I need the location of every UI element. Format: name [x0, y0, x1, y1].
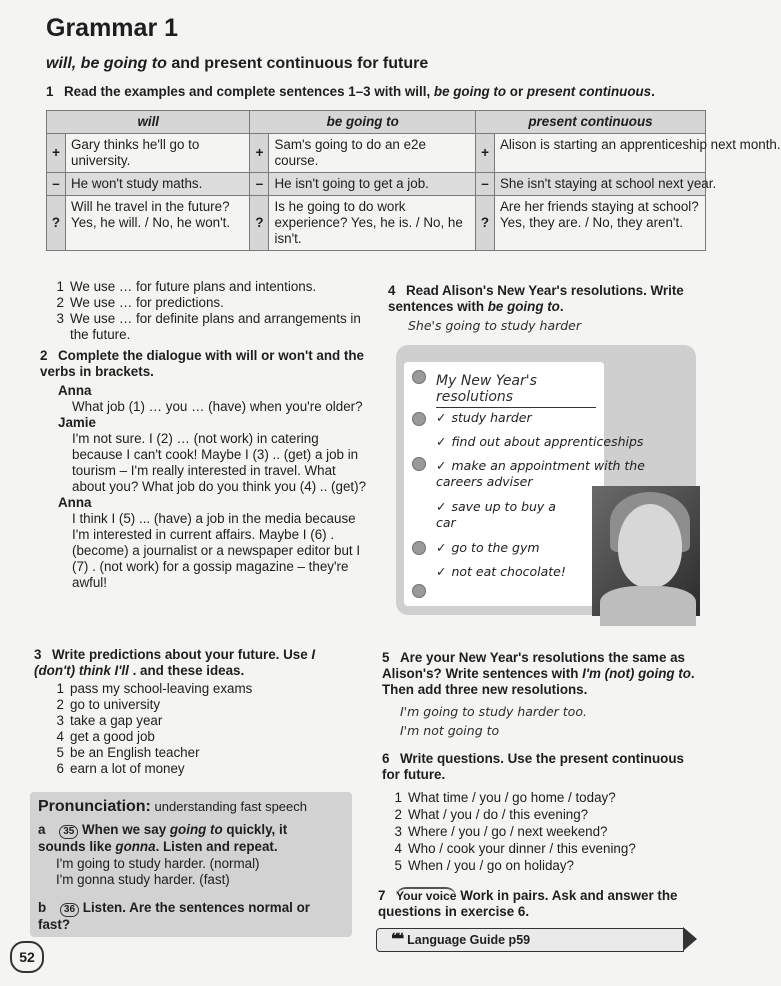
ex1-dot: .: [651, 84, 655, 99]
part-text: . Listen and repeat.: [155, 839, 278, 854]
resolution-text: study harder: [451, 410, 532, 425]
ex7-text: Work in pairs. Ask and answer the questions in exercise 6.: [378, 888, 678, 919]
page-subtitle: [46, 55, 428, 73]
exercise-1-heading: [46, 84, 700, 100]
audio-track-icon[interactable]: [59, 825, 78, 839]
list-item: [46, 713, 346, 729]
item-number: 1: [56, 279, 64, 294]
item-number: 4: [56, 729, 64, 744]
item-number: 6: [56, 761, 64, 776]
part-text: Listen. Are the sentences normal or fast?: [38, 900, 310, 932]
grammar-table: [46, 110, 781, 251]
item-text: be an English teacher: [70, 745, 200, 760]
resolution-item: [436, 564, 586, 580]
ex2-text: Complete the dialogue with: [58, 348, 236, 363]
page-title: Grammar 1: [46, 14, 179, 42]
item-text: Who / cook your dinner / this evening?: [408, 841, 636, 856]
header-be-going-to: be going to: [250, 111, 476, 134]
resolution-item: [436, 499, 566, 531]
audio-track-icon[interactable]: [60, 903, 79, 917]
table-cell: Is he going to do work experience? Yes, he is. / No, he isn't.: [269, 196, 476, 251]
part-italic: gonna: [115, 839, 156, 854]
item-text: pass my school-leaving exams: [70, 681, 253, 696]
alison-photo: [592, 486, 700, 616]
item-text: take a gap year: [70, 713, 163, 728]
item-text: We use … for definite plans and arrangements in the future.: [70, 311, 361, 342]
ex6-items: [384, 789, 684, 874]
list-item: [46, 681, 346, 697]
check-icon: ✓: [436, 540, 447, 555]
list-item: [384, 789, 684, 806]
list-item: [384, 823, 684, 840]
item-number: 3: [56, 713, 64, 728]
ring-hole-icon: [412, 370, 426, 384]
ex1-will: will: [404, 84, 427, 99]
plus-symbol: +: [250, 134, 269, 173]
list-item: [46, 311, 376, 343]
resolution-text: find out about apprenticeships: [451, 434, 644, 449]
item-text: We use … for predictions.: [70, 295, 224, 310]
minus-symbol: –: [47, 173, 66, 196]
part-letter: a: [38, 822, 46, 837]
example-line: I'm not going to: [400, 723, 500, 738]
ex3-items: [46, 681, 346, 777]
exercise-number: 3: [34, 647, 42, 662]
table-cell: Gary thinks he'll go to university.: [66, 134, 250, 173]
header-present-continuous: present continuous: [475, 111, 705, 134]
table-cell: Alison is starting an apprenticeship next month.: [494, 134, 705, 173]
ex4-example: She's going to study harder: [408, 318, 582, 333]
ex4-be-going-to: be going to: [487, 299, 560, 314]
notebook-title: My New Year's resolutions: [436, 373, 596, 408]
dialogue-line: I think I (5) ... (have) a job in the media because I'm interested in current affairs. Maybe I (6) . (become) a journalist or a newspaper editor but I (7) . (not work) for a gossip magazine – they're awful!: [72, 511, 361, 590]
ex5-phrase: I'm (not) going to: [582, 666, 691, 681]
language-guide-link[interactable]: [376, 928, 684, 952]
ring-hole-icon: [412, 584, 426, 598]
list-item: [46, 279, 376, 295]
exercise-7-heading: [378, 888, 700, 920]
ex1-comma: ,: [426, 84, 434, 99]
ex1-text: Read the examples and complete sentences 1–3 with: [64, 84, 405, 99]
list-item: [46, 761, 346, 777]
list-item: [384, 857, 684, 874]
subtitle-rest: and present continuous for future: [166, 55, 429, 72]
list-item: [384, 840, 684, 857]
dialogue: [58, 383, 368, 591]
part-letter: b: [38, 900, 47, 915]
table-cell: Are her friends staying at school? Yes, they are. / No, they aren't.: [494, 196, 705, 251]
item-number: 2: [394, 807, 402, 822]
resolution-item: [436, 458, 648, 490]
ex4-dot: .: [559, 299, 564, 314]
table-cell: He isn't going to get a job.: [269, 173, 476, 196]
item-number: 2: [56, 697, 64, 712]
plus-symbol: +: [475, 134, 494, 173]
exercise-number: 1: [46, 84, 54, 99]
check-icon: ✓: [436, 434, 447, 449]
ex3-phrase: I (don't) think I'll: [34, 647, 316, 678]
exercise-number: 7: [378, 888, 386, 903]
pronunciation-title: Pronunciation:: [38, 798, 151, 815]
list-item: [46, 729, 346, 745]
ex2-will: will: [235, 348, 258, 363]
minus-symbol: –: [475, 173, 494, 196]
part-italic: going to: [169, 822, 223, 837]
exercise-number: 2: [40, 348, 48, 363]
speaker-name: Anna: [58, 383, 92, 398]
table-cell: Will he travel in the future? Yes, he will. / No, he won't.: [66, 196, 250, 251]
example-line: I'm gonna study harder. (fast): [56, 872, 230, 887]
resolution-text: go to the gym: [451, 540, 540, 555]
exercise-2-heading: [40, 348, 370, 380]
list-item: [46, 697, 346, 713]
question-symbol: ?: [250, 196, 269, 251]
check-icon: ✓: [436, 458, 447, 473]
resolution-item: [436, 540, 586, 556]
check-icon: ✓: [436, 499, 447, 514]
subtitle-italic: will, be going to: [46, 55, 167, 72]
track-number: 35: [63, 826, 75, 837]
exercise-6-heading: [382, 751, 700, 783]
ex6-text: Write questions. Use the present continuous for future.: [382, 751, 684, 782]
list-item: [384, 806, 684, 823]
exercise-3-heading: [34, 647, 354, 679]
ex2-or: or: [257, 348, 279, 363]
pronunciation-examples: [56, 856, 260, 888]
ex3-text-b: . and these ideas.: [128, 663, 245, 678]
pronunciation-b: [38, 900, 338, 933]
exercise-4-heading: [388, 283, 700, 315]
speaker-name: Anna: [58, 495, 92, 510]
item-text: When / you / go on holiday?: [408, 858, 575, 873]
your-voice-label: Your voice: [396, 889, 457, 903]
speech-bubble-icon: ❝❝: [391, 931, 402, 948]
check-icon: ✓: [436, 564, 447, 579]
ex2-wont: won't: [278, 348, 313, 363]
speaker-name: Jamie: [58, 415, 96, 430]
resolution-text: make an appointment with the careers adviser: [436, 458, 645, 489]
table-cell: Sam's going to do an e2e course.: [269, 134, 476, 173]
pronunciation-heading: [38, 798, 307, 816]
resolution-text: save up to buy a car: [436, 499, 556, 530]
table-cell: He won't study maths.: [66, 173, 250, 196]
ex3-text: Write predictions about your future. Use: [52, 647, 312, 662]
example-line: I'm going to study harder. (normal): [56, 856, 260, 871]
minus-symbol: –: [250, 173, 269, 196]
resolution-item: [436, 410, 606, 426]
list-item: [46, 295, 376, 311]
photo-shirt: [600, 586, 696, 626]
dialogue-line: What job (1) … you … (have) when you're older?: [72, 399, 363, 414]
item-number: 1: [56, 681, 64, 696]
item-text: get a good job: [70, 729, 155, 744]
item-number: 2: [56, 295, 64, 310]
exercise-number: 4: [388, 283, 396, 298]
exercise-number: 5: [382, 650, 390, 665]
item-number: 5: [394, 858, 402, 873]
plus-symbol: +: [47, 134, 66, 173]
item-text: go to university: [70, 697, 161, 712]
photo-face: [618, 504, 682, 588]
language-guide-label: Language Guide p59: [407, 933, 531, 947]
ex5-text-b: . Then add three new resolutions.: [382, 666, 695, 697]
item-number: 5: [56, 745, 64, 760]
exercise-number: 6: [382, 751, 390, 766]
item-number: 1: [394, 790, 402, 805]
question-symbol: ?: [475, 196, 494, 251]
ex4-text: Read Alison's New Year's resolutions. Write sentences with: [388, 283, 684, 314]
header-will: will: [47, 111, 250, 134]
item-text: earn a lot of money: [70, 761, 185, 776]
item-number: 4: [394, 841, 402, 856]
ex1-be-going-to: be going to: [433, 84, 507, 99]
pronunciation-subtitle: understanding fast speech: [150, 799, 307, 814]
ex5-text: Are your New Year's resolutions the same as Alison's? Write sentences with: [382, 650, 686, 681]
list-item: [46, 745, 346, 761]
item-text: We use … for future plans and intentions.: [70, 279, 317, 294]
ring-hole-icon: [412, 412, 426, 426]
ex5-examples: [400, 702, 587, 740]
example-line: I'm going to study harder too.: [400, 704, 587, 719]
item-text: What / you / do / this evening?: [408, 807, 589, 822]
resolution-text: not eat chocolate!: [451, 564, 566, 579]
dialogue-line: I'm not sure. I (2) … (not work) in catering because I can't cook! Maybe I (3) .. (get) a job in tourism – I'm really interested in travel. What about you? What job do you think you (4) .. (get)?: [72, 431, 367, 494]
ring-hole-icon: [412, 457, 426, 471]
pronunciation-a: [38, 822, 338, 855]
item-text: What time / you / go home / today?: [408, 790, 616, 805]
ex1-sentences: [46, 279, 376, 343]
part-text: quickly, it sounds like: [38, 822, 288, 854]
ex1-present-continuous: present continuous: [526, 84, 652, 99]
table-cell: She isn't staying at school next year.: [494, 173, 705, 196]
ex1-or: or: [506, 84, 527, 99]
question-symbol: ?: [47, 196, 66, 251]
ex2-text-b: and the verbs in brackets.: [40, 348, 364, 379]
item-text: Where / you / go / next weekend?: [408, 824, 608, 839]
page-number: 52: [10, 941, 44, 973]
track-number: 36: [63, 904, 76, 915]
resolution-item: [436, 434, 646, 450]
exercise-5-heading: [382, 650, 700, 698]
ring-hole-icon: [412, 541, 426, 555]
item-number: 3: [394, 824, 402, 839]
check-icon: ✓: [436, 410, 447, 425]
pronunciation-box: [30, 792, 352, 937]
item-number: 3: [56, 311, 64, 326]
part-text: When we say: [82, 822, 170, 837]
